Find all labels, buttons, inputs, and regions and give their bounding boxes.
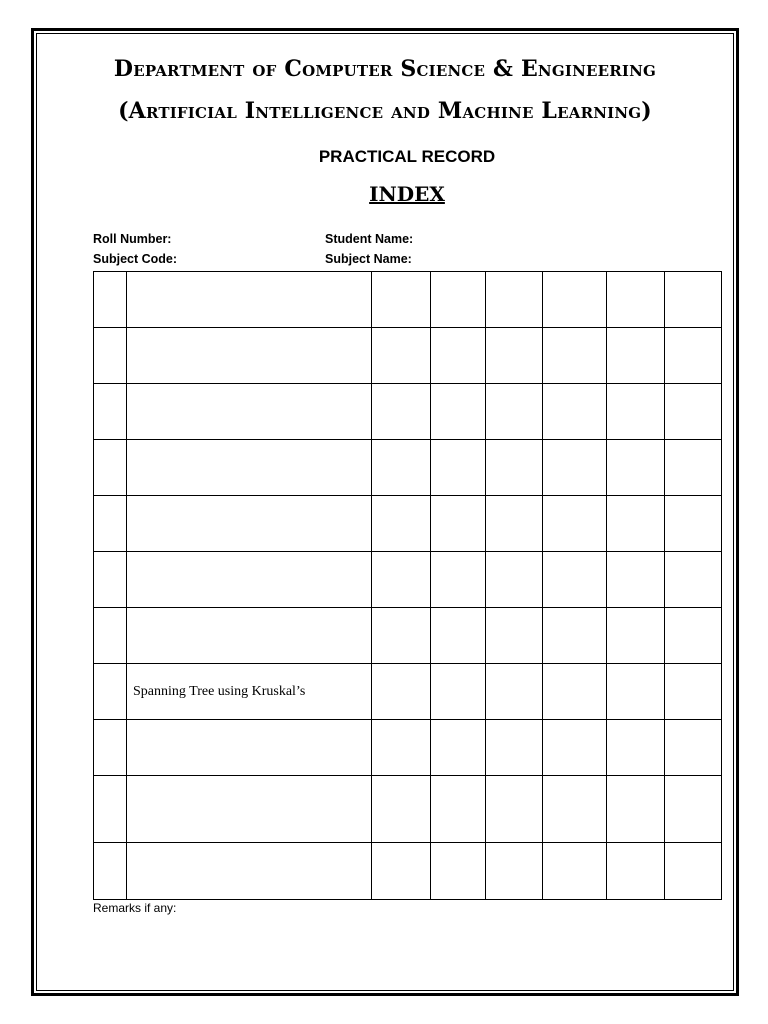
- table-cell: [486, 552, 543, 608]
- experiment-cell: [127, 552, 372, 608]
- table-cell: [665, 272, 722, 328]
- table-cell: [431, 272, 486, 328]
- roll-number-label: Roll Number:: [93, 232, 172, 246]
- table-cell: [486, 608, 543, 664]
- table-cell: [665, 384, 722, 440]
- table-cell: [372, 440, 431, 496]
- specialization-title: (Artificial Intelligence and Machine Learning): [118, 98, 652, 124]
- table-row: [94, 843, 722, 900]
- experiment-cell: [127, 440, 372, 496]
- table-cell: [543, 720, 607, 776]
- table-cell: [486, 440, 543, 496]
- table-cell: [607, 843, 665, 900]
- table-cell: [665, 328, 722, 384]
- table-cell: [607, 328, 665, 384]
- table-cell: [372, 328, 431, 384]
- table-cell: [486, 843, 543, 900]
- table-cell: [486, 328, 543, 384]
- table-cell: [372, 384, 431, 440]
- table-cell: [543, 776, 607, 843]
- table-cell: [607, 776, 665, 843]
- table-cell: [431, 720, 486, 776]
- table-cell: [543, 843, 607, 900]
- table-cell: [607, 440, 665, 496]
- table-cell: [94, 440, 127, 496]
- table-row: [94, 608, 722, 664]
- table-cell: [607, 552, 665, 608]
- table-row: [94, 328, 722, 384]
- experiment-cell: [127, 608, 372, 664]
- table-cell: [94, 552, 127, 608]
- table-cell: [607, 496, 665, 552]
- experiment-cell: Spanning Tree using Kruskal’s: [127, 664, 372, 720]
- table-cell: [665, 496, 722, 552]
- table-cell: [94, 843, 127, 900]
- table-cell: [486, 496, 543, 552]
- table-row: [94, 664, 722, 720]
- subject-name-label: Subject Name:: [325, 252, 412, 266]
- table-cell: [607, 664, 665, 720]
- table-cell: [94, 720, 127, 776]
- table-cell: [372, 496, 431, 552]
- table-row: [94, 496, 722, 552]
- table-cell: [607, 608, 665, 664]
- table-cell: [431, 843, 486, 900]
- table-cell: [372, 720, 431, 776]
- table-cell: [94, 384, 127, 440]
- table-cell: [94, 608, 127, 664]
- table-row: [94, 384, 722, 440]
- table-cell: [431, 440, 486, 496]
- table-cell: [543, 496, 607, 552]
- experiment-cell: [127, 843, 372, 900]
- experiment-cell: [127, 384, 372, 440]
- table-cell: [431, 608, 486, 664]
- practical-record-title: PRACTICAL RECORD: [318, 147, 496, 166]
- table-cell: [94, 496, 127, 552]
- table-cell: [665, 843, 722, 900]
- table-cell: [543, 384, 607, 440]
- table-row: [94, 720, 722, 776]
- table-cell: [372, 608, 431, 664]
- table-cell: [431, 496, 486, 552]
- table-cell: [486, 384, 543, 440]
- table-cell: [372, 843, 431, 900]
- table-cell: [665, 440, 722, 496]
- subject-code-label: Subject Code:: [93, 252, 178, 266]
- remarks-label: Remarks if any:: [93, 901, 177, 915]
- table-cell: [543, 272, 607, 328]
- table-cell: [665, 776, 722, 843]
- table-cell: [94, 776, 127, 843]
- table-cell: [372, 664, 431, 720]
- table-row: [94, 440, 722, 496]
- experiment-cell: [127, 776, 372, 843]
- table-cell: [372, 272, 431, 328]
- experiment-cell: [127, 720, 372, 776]
- department-title: Department of Computer Science & Engineering: [113, 56, 657, 82]
- index-heading: INDEX: [369, 182, 445, 206]
- table-cell: [94, 328, 127, 384]
- table-cell: [372, 552, 431, 608]
- table-cell: [486, 720, 543, 776]
- table-cell: [665, 720, 722, 776]
- table-cell: [607, 720, 665, 776]
- table-cell: [94, 272, 127, 328]
- table-cell: [486, 664, 543, 720]
- table-cell: [431, 776, 486, 843]
- experiment-cell: [127, 272, 372, 328]
- experiment-cell: [127, 328, 372, 384]
- table-cell: [543, 664, 607, 720]
- table-cell: [94, 664, 127, 720]
- table-row: [94, 776, 722, 843]
- table-cell: [431, 552, 486, 608]
- table-cell: [665, 664, 722, 720]
- table-cell: [543, 552, 607, 608]
- table-cell: [431, 328, 486, 384]
- table-cell: [607, 272, 665, 328]
- index-table: [93, 271, 722, 900]
- table-cell: [431, 664, 486, 720]
- experiment-cell: [127, 496, 372, 552]
- table-cell: [372, 776, 431, 843]
- table-cell: [543, 328, 607, 384]
- table-cell: [543, 440, 607, 496]
- table-cell: [665, 608, 722, 664]
- student-name-label: Student Name:: [325, 232, 414, 246]
- table-cell: [543, 608, 607, 664]
- table-cell: [665, 552, 722, 608]
- table-cell: [486, 272, 543, 328]
- table-cell: [431, 384, 486, 440]
- table-cell: [486, 776, 543, 843]
- table-row: [94, 272, 722, 328]
- table-row: [94, 552, 722, 608]
- table-cell: [607, 384, 665, 440]
